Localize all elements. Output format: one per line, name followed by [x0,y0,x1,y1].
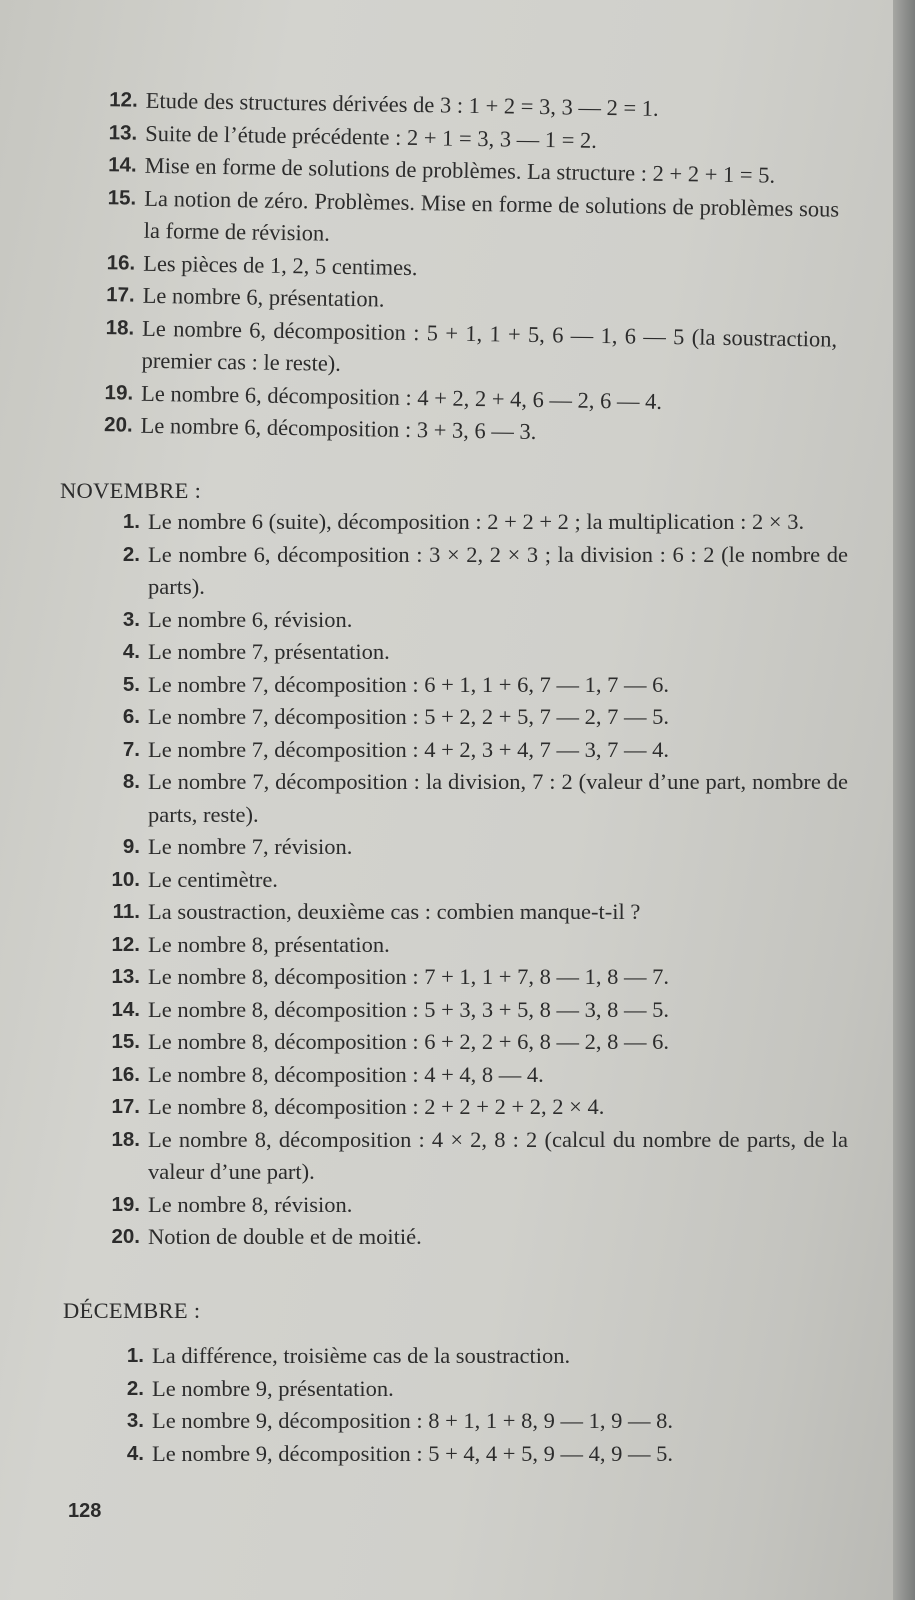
item-number: 15. [107,185,137,210]
list-item [96,669,848,702]
list-item [96,896,848,929]
item-text: Suite de l’étude précédente : 2 + 1 = 3, 3 — 1 = 2. [145,120,598,153]
list-item [96,1221,848,1254]
item-text: Le nombre 9, décomposition : 5 + 4, 4 + 5, 9 — 4, 9 — 5. [152,1440,673,1466]
item-text: Le nombre 6, décomposition : 3 + 3, 6 — 3. [140,412,537,444]
item-text: Le nombre 6, présentation. [142,282,385,312]
item-number: 4. [126,1441,144,1465]
page-edge-shadow [893,0,915,1600]
item-text: Notion de double et de moitié. [148,1224,422,1249]
item-number: 2. [126,1376,144,1400]
item-number: 13. [111,965,140,988]
december-heading: DÉCEMBRE : [63,1298,201,1323]
list-item [96,929,848,962]
item-text: Le nombre 7, décomposition : 4 + 2, 3 + 4, 7 — 3, 7 — 4. [148,736,669,762]
item-text: Le nombre 7, décomposition : 6 + 1, 1 + 6, 7 — 1, 7 — 6. [148,671,669,697]
item-text: Le nombre 7, décomposition : la division, 7 : 2 (valeur d’une part, nombre de parts, reste). [148,769,848,827]
item-number: 14. [108,153,137,177]
list-item [91,311,837,388]
list-item [96,864,848,897]
item-number: 20. [103,413,133,437]
item-text: Le nombre 6, décomposition : 4 + 2, 2 + 4, 6 — 2, 6 — 4. [140,380,663,414]
item-text: Le nombre 8, révision. [148,1191,353,1217]
item-number: 3. [122,607,140,631]
item-text: Mise en forme de solutions de problèmes. La structure : 2 + 2 + 1 = 5. [144,152,776,188]
item-number: 12. [109,88,138,112]
item-text: Le nombre 6, décomposition : 3 × 2, 2 × 3 ; la division : 6 : 2 (le nombre de parts). [148,541,848,599]
item-text: Le nombre 8, décomposition : 4 × 2, 8 : 2 (calcul du nombre de parts, de la valeur d’une part). [148,1126,848,1184]
item-number: 7. [122,737,140,761]
item-text: Le nombre 6 (suite), décomposition : 2 + 2 + 2 ; la multiplication : 2 × 3. [148,509,805,534]
list-item [96,994,848,1027]
list-item [96,831,848,864]
list-item [96,539,848,604]
item-number: 18. [111,1127,140,1151]
list-item [96,636,848,669]
item-text: Le nombre 8, décomposition : 2 + 2 + 2 + 2, 2 × 4. [148,1094,605,1119]
list-item [96,734,848,767]
item-text: La soustraction, deuxième cas : combien manque-t-il ? [148,899,641,924]
item-number: 18. [105,315,135,340]
item-number: 19. [111,1192,140,1216]
item-number: 2. [122,542,140,566]
item-number: 12. [111,932,140,956]
item-text: La différence, troisième cas de la soustraction. [152,1343,571,1368]
list-item [96,961,848,994]
item-number: 5. [122,672,140,696]
item-text: Le nombre 7, révision. [148,834,353,859]
item-number: 9. [122,835,140,858]
item-number: 8. [122,770,140,793]
item-text: Le nombre 7, présentation. [148,639,390,664]
list-item [96,604,848,637]
item-number: 3. [126,1409,144,1432]
item-number: 11. [112,900,140,923]
item-number: 10. [111,867,140,891]
item-text: Le nombre 6, révision. [148,606,353,632]
item-text: Le nombre 8, présentation. [148,931,390,957]
item-text: Le nombre 8, décomposition : 6 + 2, 2 + 6, 8 — 2, 8 — 6. [148,1029,669,1054]
list-item [96,1438,854,1471]
november-list [96,506,848,1254]
item-text: Les pièces de 1, 2, 5 centimes. [143,250,418,280]
list-item [96,1059,848,1092]
item-text: Le nombre 9, décomposition : 8 + 1, 1 + 8, 9 — 1, 9 — 8. [152,1408,673,1433]
december-list [96,1340,854,1470]
item-number: 19. [104,380,134,405]
item-number: 14. [111,997,140,1021]
item-text: Le nombre 7, décomposition : 5 + 2, 2 + 5, 7 — 2, 7 — 5. [148,704,669,729]
item-number: 1. [122,510,140,533]
october-list [90,84,841,453]
item-text: Le centimètre. [148,866,278,892]
list-item [96,766,848,831]
item-number: 13. [108,120,138,145]
item-text: La notion de zéro. Problèmes. Mise en forme de solutions de problèmes sous la forme de révision. [143,185,840,246]
list-item [96,506,848,539]
list-item [96,1373,854,1406]
page-number: 128 [68,1500,102,1522]
item-number: 20. [111,1225,140,1248]
item-text: Le nombre 8, décomposition : 5 + 3, 3 + 5, 8 — 3, 8 — 5. [148,996,669,1022]
item-number: 1. [126,1344,144,1367]
list-item [96,701,848,734]
list-item [93,181,839,258]
item-text: Etude des structures dérivées de 3 : 1 + 2 = 3, 3 — 2 = 1. [145,87,659,121]
item-number: 15. [111,1030,140,1053]
list-item [96,1405,854,1438]
item-number: 6. [122,705,140,728]
november-heading: NOVEMBRE : [60,478,202,503]
list-item [96,1189,848,1222]
item-number: 17. [111,1095,140,1118]
list-item [96,1091,848,1124]
list-item [96,1026,848,1059]
list-item [96,1340,854,1373]
item-text: Le nombre 8, décomposition : 7 + 1, 1 + 7, 8 — 1, 8 — 7. [148,964,669,989]
list-item [96,1124,848,1189]
item-text: Le nombre 6, décomposition : 5 + 1, 1 + 5, 6 — 1, 6 — 5 (la soustraction, premier cas : le reste). [141,315,838,376]
item-text: Le nombre 9, présentation. [152,1375,394,1401]
item-number: 17. [106,283,135,307]
item-text: Le nombre 8, décomposition : 4 + 4, 8 — 4. [148,1061,544,1087]
item-number: 16. [106,250,136,275]
item-number: 4. [122,640,140,663]
item-number: 16. [111,1062,140,1086]
